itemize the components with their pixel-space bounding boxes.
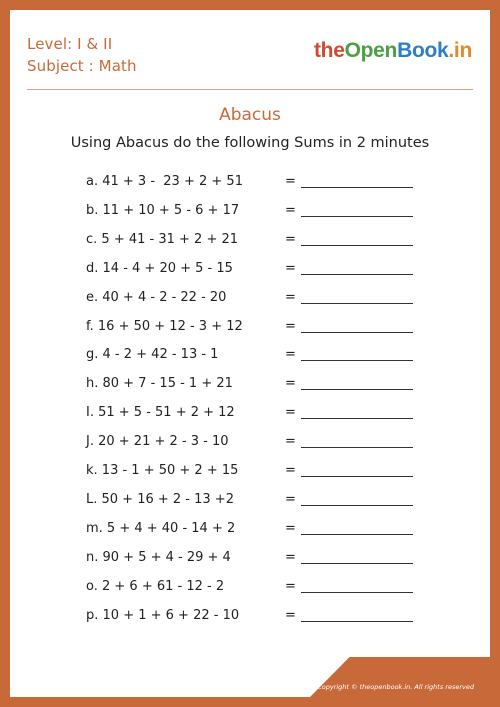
logo-part-tld: .in	[448, 39, 472, 62]
sum-expression: h. 80 + 7 - 15 - 1 + 21	[86, 376, 233, 392]
sum-expression: g. 4 - 2 + 42 - 13 - 1	[86, 347, 219, 363]
equals-sign: =	[285, 202, 296, 218]
sum-expression: I. 51 + 5 - 51 + 2 + 12	[86, 405, 235, 421]
equals-sign: =	[285, 318, 296, 334]
answer-blank[interactable]	[301, 418, 413, 419]
sum-expression: c. 5 + 41 - 31 + 2 + 21	[86, 231, 239, 247]
sum-row	[10, 492, 490, 512]
equals-sign: =	[285, 549, 296, 565]
answer-blank[interactable]	[301, 274, 413, 275]
answer-blank[interactable]	[301, 303, 413, 304]
equals-sign: =	[285, 578, 296, 594]
sum-expression: f. 16 + 50 + 12 - 3 + 12	[86, 318, 243, 334]
header-divider	[27, 89, 473, 90]
sum-expression: o. 2 + 6 + 61 - 12 - 2	[86, 578, 225, 594]
answer-blank[interactable]	[301, 245, 413, 246]
subject-label: Subject : Math	[27, 57, 137, 75]
sum-expression: d. 14 - 4 + 20 + 5 - 15	[86, 260, 233, 276]
answer-blank[interactable]	[301, 389, 413, 390]
answer-blank[interactable]	[301, 534, 413, 535]
sum-row	[10, 319, 490, 339]
equals-sign: =	[285, 520, 296, 536]
sum-row	[10, 261, 490, 281]
worksheet-title: Abacus	[219, 105, 281, 125]
equals-sign: =	[285, 405, 296, 421]
copyright-text: Copyright © theopenbook.in. All rights reserved	[317, 683, 474, 691]
sum-expression: a. 41 + 3 - 23 + 2 + 51	[86, 174, 243, 189]
worksheet-instruction: Using Abacus do the following Sums in 2 minutes	[70, 135, 430, 151]
sum-expression: k. 13 - 1 + 50 + 2 + 15	[86, 463, 239, 478]
equals-sign: =	[285, 376, 296, 392]
sum-row	[10, 290, 490, 310]
sum-row	[10, 405, 490, 425]
equals-sign: =	[285, 289, 296, 305]
sum-expression: m. 5 + 4 + 40 - 14 + 2	[86, 520, 236, 536]
worksheet-page	[10, 10, 490, 697]
logo-part-open: Open	[344, 39, 398, 62]
answer-blank[interactable]	[301, 332, 413, 333]
sum-expression: p. 10 + 1 + 6 + 22 - 10	[86, 607, 240, 623]
equals-sign: =	[285, 491, 296, 507]
answer-blank[interactable]	[301, 360, 413, 361]
equals-sign: =	[285, 260, 296, 276]
equals-sign: =	[285, 607, 296, 623]
answer-blank[interactable]	[301, 592, 413, 593]
equals-sign: =	[285, 231, 296, 247]
sum-row	[10, 174, 490, 194]
sum-expression: e. 40 + 4 - 2 - 22 - 20	[86, 289, 227, 305]
sum-expression: n. 90 + 5 + 4 - 29 + 4	[86, 549, 231, 565]
footer-band	[310, 657, 490, 697]
sum-row	[10, 550, 490, 570]
equals-sign: =	[285, 463, 296, 478]
level-label: Level: I & II	[27, 35, 113, 53]
answer-blank[interactable]	[301, 563, 413, 564]
equals-sign: =	[285, 347, 296, 363]
sum-expression: b. 11 + 10 + 5 - 6 + 17	[86, 202, 240, 218]
answer-blank[interactable]	[301, 216, 413, 217]
sum-row	[10, 376, 490, 396]
sum-row	[10, 232, 490, 252]
answer-blank[interactable]	[301, 447, 413, 448]
sum-row	[10, 463, 490, 483]
answer-blank[interactable]	[301, 187, 413, 188]
sum-expression: J. 20 + 21 + 2 - 3 - 10	[86, 434, 229, 450]
answer-blank[interactable]	[301, 621, 413, 622]
equals-sign: =	[285, 174, 296, 189]
sum-row	[10, 579, 490, 599]
sum-expression: L. 50 + 16 + 2 - 13 +2	[86, 491, 234, 507]
sum-row	[10, 434, 490, 454]
answer-blank[interactable]	[301, 476, 413, 477]
sum-row	[10, 203, 490, 223]
sum-row	[10, 521, 490, 541]
equals-sign: =	[285, 434, 296, 450]
site-logo	[314, 39, 472, 63]
logo-part-book: Book	[397, 39, 449, 62]
logo-part-the: the	[313, 39, 345, 62]
sum-row	[10, 608, 490, 628]
sum-row	[10, 347, 490, 367]
answer-blank[interactable]	[301, 505, 413, 506]
